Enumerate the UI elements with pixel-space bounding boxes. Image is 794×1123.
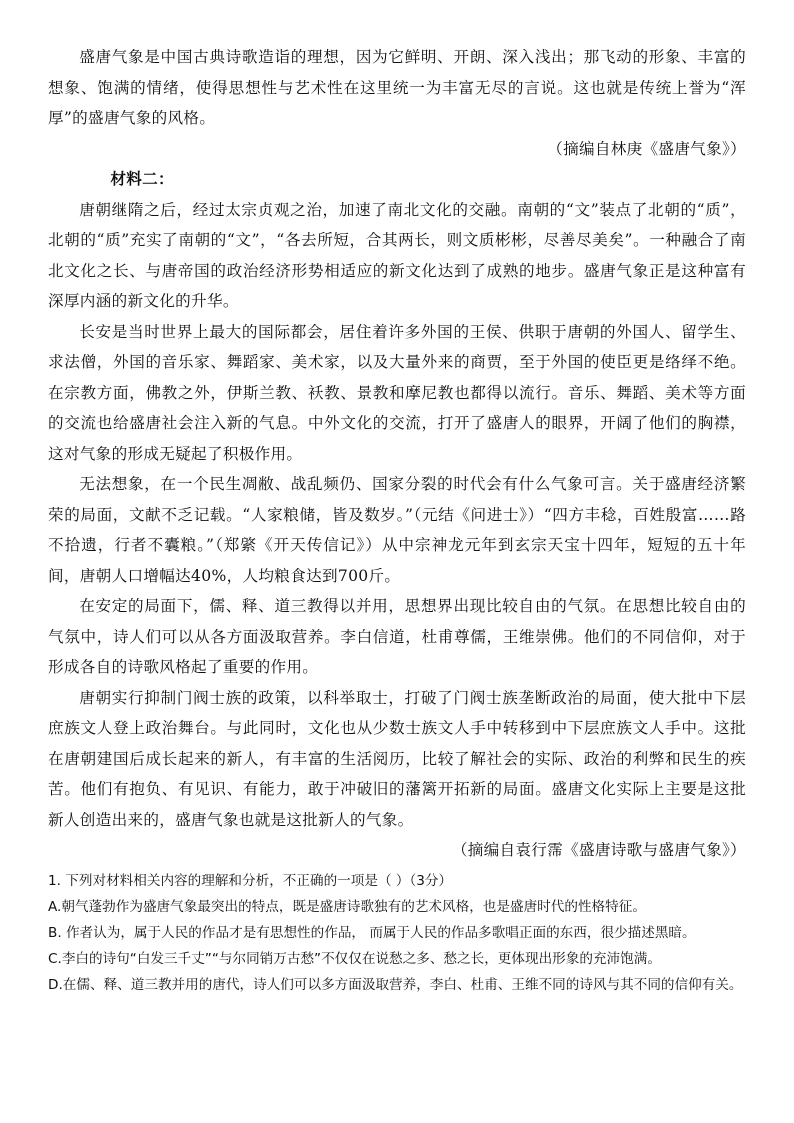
material2-heading: 材料二： bbox=[110, 169, 174, 188]
material1-source: （摘编自林庚《盛唐气象》） bbox=[547, 139, 746, 158]
material2-paragraph: 唐朝实行抑制门阀士族的政策，以科举取士，打破了门阀士族垄断政治的局面，使大批中下层庶族文人登上政治舞台。与此同时，文化也从少数士族文人手中转移到中下层庶族文人手中。这批在唐朝建国后成长起来的新人，有丰富的生活阅历，比较了解社会的实际、政治的利弊和民生的疾苦。他们有抱负、有见识、有能力，敢于冲破旧的藩篱开拓新的局面。盛唐文化实际上主要是这批新人创造出来的，盛唐气象也就是这批新人的气象。 bbox=[48, 688, 746, 829]
option-a: A.朝气蓬勃作为盛唐气象最突出的特点，既是盛唐诗歌独有的艺术风格，也是盛唐时代的性格特征。 bbox=[48, 898, 646, 915]
material2-paragraph: 长安是当时世界上最大的国际都会，居住着许多外国的王侯、供职于唐朝的外国人、留学生、求法僧，外国的音乐家、舞蹈家、美术家，以及大量外来的商贾，至于外国的使臣更是络绎不绝。在宗教方面，佛教之外，伊斯兰教、袄教、景教和摩尼教也都得以流行。音乐、舞蹈、美术等方面的交流也给盛唐社会注入新的气息。中外文化的交流，打开了盛唐人的眼界，开阔了他们的胸襟，这对气象的形成无疑起了积极作用。 bbox=[48, 322, 746, 463]
question-1 bbox=[48, 868, 746, 998]
option-d: D.在儒、释、道三教并用的唐代，诗人们可以多方面汲取营养，李白、杜甫、王维不同的诗风与其不同的信仰有关。 bbox=[48, 976, 743, 993]
exam-page bbox=[48, 42, 746, 998]
material2-source: （摘编自袁行霈《盛唐诗歌与盛唐气象》） bbox=[451, 841, 746, 859]
reading-passage bbox=[48, 42, 746, 866]
option-b: B. 作者认为，属于人民的作品才是有思想性的作品， 而属于人民的作品多歌唱正面的东西，很少描述黑暗。 bbox=[48, 924, 696, 941]
material2-paragraph: 在安定的局面下，儒、释、道三教得以并用，思想界出现比较自由的气氛。在思想比较自由的气氛中，诗人们可以从各方面汲取营养。李白信道，杜甫尊儒，王维崇佛。他们的不同信仰，对于形成各自的诗歌风格起了重要的作用。 bbox=[48, 597, 746, 676]
option-c: C.李白的诗句“白发三千丈”“与尔同销万古愁”不仅仅在说愁之多、愁之长，更体现出形象的充沛饱满。 bbox=[48, 950, 661, 967]
question-stem: 1. 下列对材料相关内容的理解和分析，不正确的一项是（ ）（3分） bbox=[48, 872, 453, 889]
material1-paragraph: 盛唐气象是中国古典诗歌造诣的理想，因为它鲜明、开朗、深入浅出；那飞动的形象、丰富的想象、饱满的情绪，使得思想性与艺术性在这里统一为丰富无尽的言说。这也就是传统上誉为“浑厚”的盛唐气象的风格。 bbox=[48, 48, 746, 127]
material2-paragraph: 无法想象，在一个民生凋敝、战乱频仍、国家分裂的时代会有什么气象可言。关于盛唐经济繁荣的局面，文献不乏记载。“人家粮储，皆及数岁。”（元结《问进士》）“四方丰稔，百姓殷富……路不拾遗，行者不囊粮。”（郑綮《开天传信记》）从中宗神龙元年到玄宗天宝十四年，短短的五十年间，唐朝人口增幅达40%，人均粮食达到700斤。 bbox=[48, 475, 746, 585]
material2-paragraph: 唐朝继隋之后，经过太宗贞观之治，加速了南北文化的交融。南朝的“文”装点了北朝的“质”，北朝的“质”充实了南朝的“文”，“各去所短，合其两长，则文质彬彬，尽善尽美矣”。一种融合了南北文化之长、与唐帝国的政治经济形势相适应的新文化达到了成熟的地步。盛唐气象正是这种富有深厚内涵的新文化的升华。 bbox=[48, 200, 746, 310]
